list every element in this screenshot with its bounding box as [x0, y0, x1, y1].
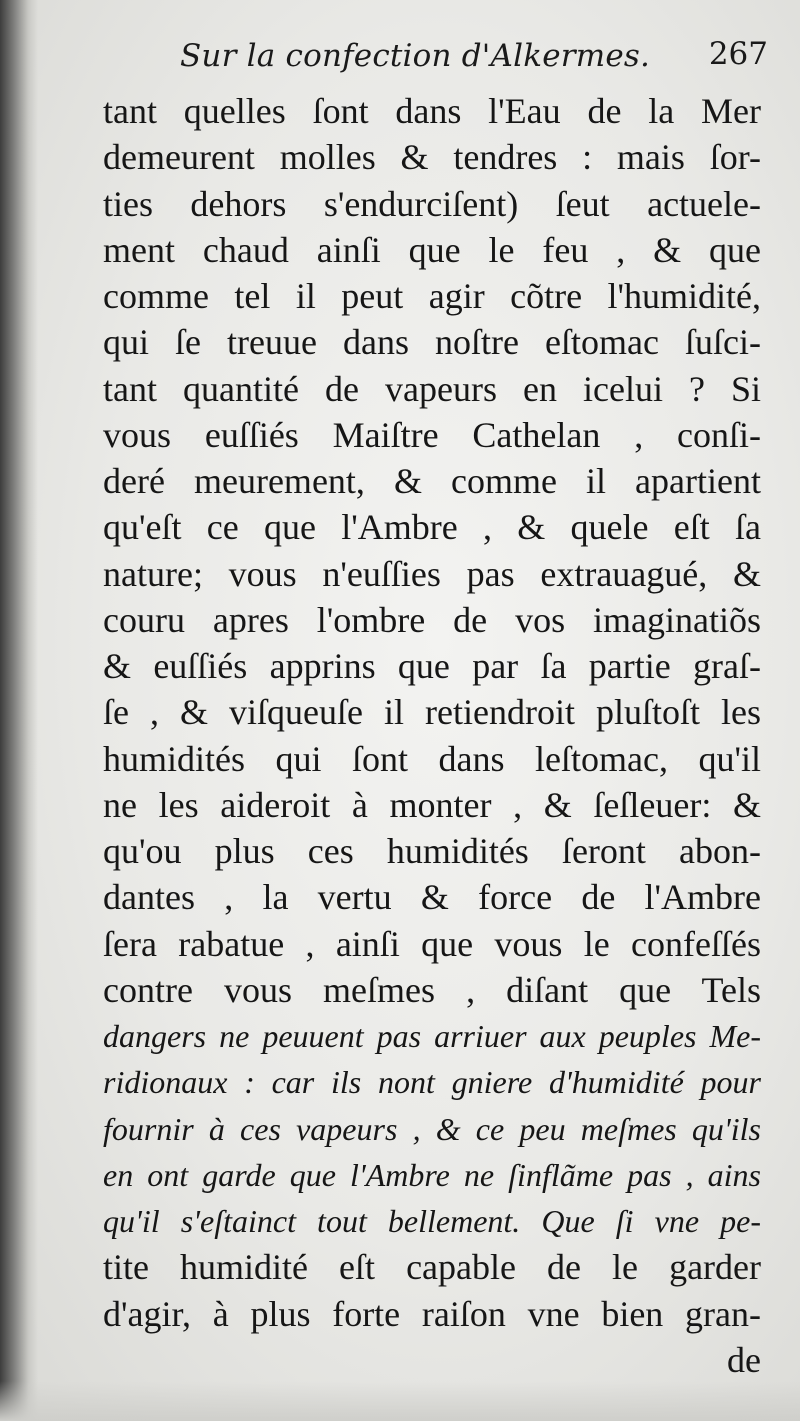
running-head	[180, 30, 770, 90]
text-line: tant quantité de vapeurs en icelui ? Si	[103, 368, 761, 409]
text-line: ridionaux : car ils nont gniere d'humidité pour	[103, 1064, 761, 1101]
text-line: dangers ne peuuent pas arriuer aux peuples Me-	[103, 1018, 761, 1054]
text-line: dantes , la vertu & force de l'Ambre	[103, 877, 761, 918]
binding-gutter-shadow	[0, 0, 38, 1421]
text-line: humidités qui ſont dans leſtomac, qu'il	[103, 738, 761, 779]
running-title: Sur la confection d'Alkermes.	[180, 38, 651, 74]
page-number: 267	[708, 36, 768, 72]
page-bottom-shade	[0, 1381, 800, 1421]
text-line: tite humidité eſt capable de le garder	[103, 1247, 761, 1288]
text-line: d'agir, à plus forte raiſon vne bien gran-	[103, 1293, 761, 1334]
text-line: demeurent molles & tendres : mais ſor-	[103, 137, 761, 178]
text-line: ne les aideroit à monter , & ſeſleuer: &	[103, 784, 761, 825]
text-line: ment chaud ainſi que le feu , & que	[103, 229, 761, 270]
text-line: couru apres l'ombre de vos imaginatiõs	[103, 599, 761, 640]
text-line: contre vous meſmes , diſant que Tels	[103, 969, 761, 1010]
body-text	[103, 88, 761, 1383]
text-line: en ont garde que l'Ambre ne ſinflãme pas , ains	[103, 1156, 761, 1193]
text-line: fournir à ces vapeurs , & ce peu meſmes qu'ils	[103, 1110, 761, 1147]
text-line: ties dehors s'endurciſent) ſeut actuele-	[103, 183, 761, 224]
text-line: qu'il s'eſtainct tout bellement. Que ſi vne pe-	[103, 1203, 761, 1239]
text-line: qui ſe treuue dans noſtre eſtomac ſuſci-	[103, 322, 761, 363]
text-line: qu'eſt ce que l'Ambre , & quele eſt ſa	[103, 507, 761, 548]
text-line: qu'ou plus ces humidités ſeront abon-	[103, 831, 761, 871]
text-line: nature; vous n'euſſies pas extrauagué, &	[103, 553, 761, 594]
text-line: vous euſſiés Maiſtre Cathelan , conſi-	[103, 414, 761, 455]
text-line: ſe , & viſqueuſe il retiendroit pluſtoſt les	[103, 692, 761, 733]
text-line: ſera rabatue , ainſi que vous le confeſſés	[103, 923, 761, 964]
text-line: tant quelles ſont dans l'Eau de la Mer	[103, 91, 761, 131]
text-line: & euſſiés apprins que par ſa partie graſ-	[103, 646, 761, 686]
text-line: de	[727, 1339, 761, 1380]
text-line: comme tel il peut agir cõtre l'humidité,	[103, 276, 761, 316]
text-line: deré meurement, & comme il apartient	[103, 461, 761, 501]
